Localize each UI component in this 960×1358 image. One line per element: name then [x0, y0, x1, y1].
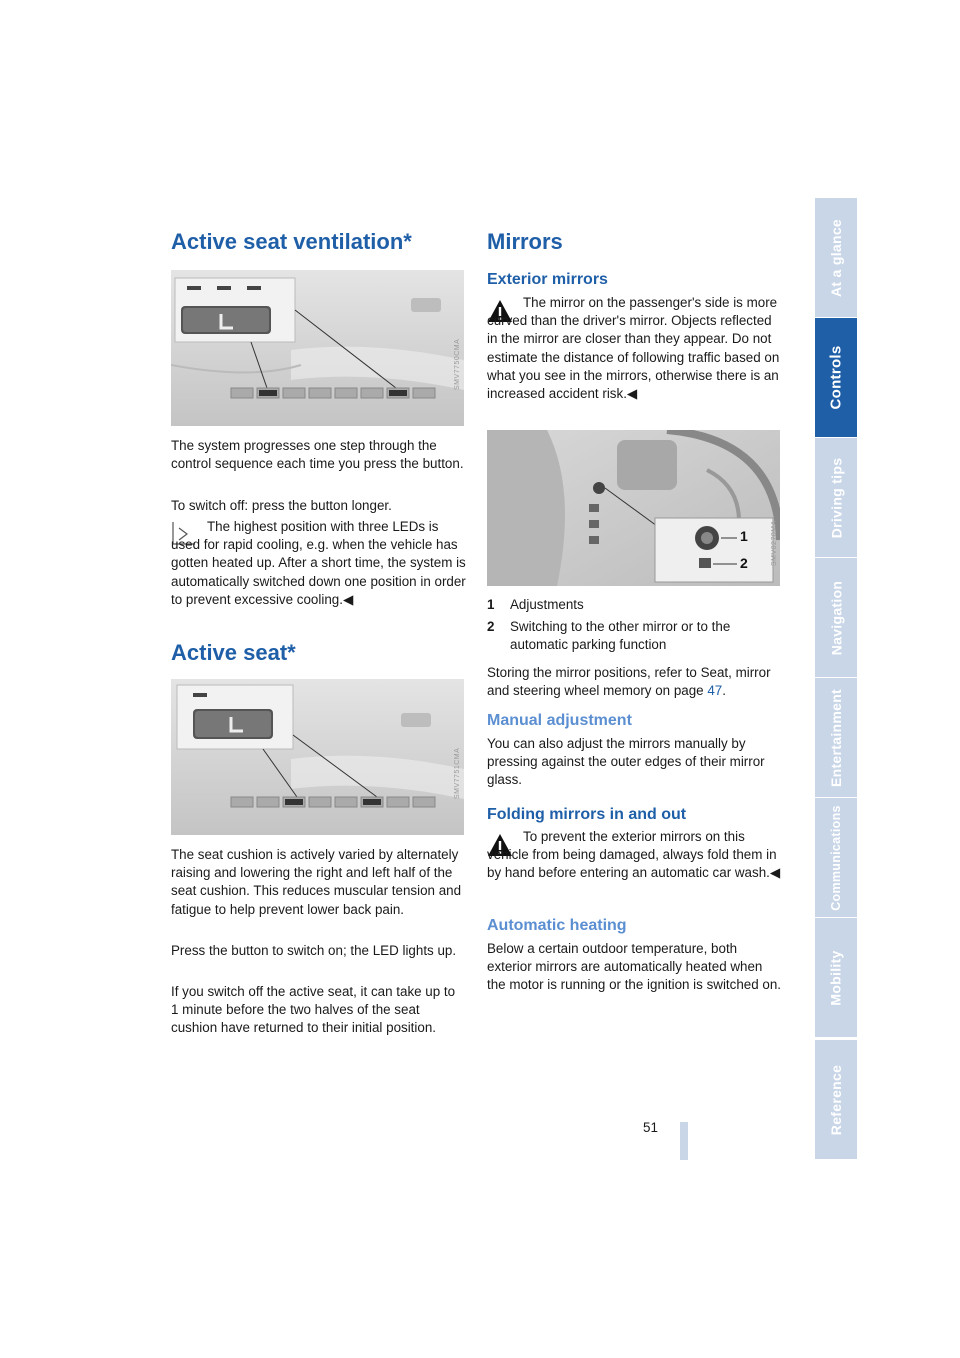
seat-ventilation-illustration — [171, 270, 464, 426]
ventilation-paragraph-1: The system progresses one step through the control sequence each time you press the button. — [171, 438, 464, 472]
chapter-tab-bar — [815, 198, 857, 1160]
automatic-heating-text: Below a certain outdoor temperature, both exterior mirrors are automatically heated when the motor is running or the ignition is switched on. — [487, 941, 782, 993]
storing-mirror-positions: Storing the mirror positions, refer to Seat, mirror and steering wheel memory on page 47. — [487, 665, 771, 699]
exterior-mirrors-heading: Exterior mirrors — [487, 271, 608, 288]
list-item: 2 Switching to the other mirror or to the automatic parking function — [487, 619, 731, 653]
active-seat-ventilation-heading: Active seat ventilation* — [171, 229, 412, 254]
tab-mobility[interactable]: Mobility — [815, 918, 857, 1037]
ventilation-paragraph-2: To switch off: press the button longer. — [171, 498, 392, 513]
tab-reference[interactable]: Reference — [815, 1040, 857, 1159]
mirrors-heading: Mirrors — [487, 229, 563, 254]
tab-at-a-glance[interactable]: At a glance — [815, 198, 857, 317]
tab-navigation[interactable]: Navigation — [815, 558, 857, 677]
page-link[interactable]: 47 — [707, 683, 723, 699]
exterior-mirrors-warning: The mirror on the passenger's side is more curved than the driver's mirror. Objects reflected in the mirror are closer than they appear. Do not estimate the distance of following traffic based on what you see in the mirrors, otherwise there is an increased accident risk.◀ — [487, 295, 780, 402]
active-seat-paragraph-2: Press the button to switch on; the LED lights up. — [171, 943, 457, 958]
manual-adjustment-heading: Manual adjustment — [487, 712, 632, 729]
automatic-heating-heading: Automatic heating — [487, 917, 627, 934]
image-code: SMV7751CMA — [454, 747, 461, 799]
manual-adjustment-text: You can also adjust the mirrors manually by pressing against the outer edges of their mirror glass. — [487, 736, 765, 788]
page-marker-bar — [680, 1122, 688, 1160]
folding-mirrors-warning: To prevent the exterior mirrors on this vehicle from being damaged, always fold them in by hand before entering an automatic car wash.◀ — [487, 829, 781, 881]
folding-mirrors-heading: Folding mirrors in and out — [487, 806, 687, 823]
page-number: 51 — [643, 1120, 658, 1135]
seat-ventilation-photo — [171, 270, 464, 426]
tab-controls[interactable]: Controls — [815, 318, 857, 437]
list-item: 1 Adjustments — [487, 597, 584, 612]
callout-2: 2 — [740, 555, 748, 571]
tab-entertainment[interactable]: Entertainment — [815, 678, 857, 797]
ventilation-note: The highest position with three LEDs is used for rapid cooling, e.g. when the vehicle has gotten heated up. After a short time, the system is automatically switched down one position in order to prevent excessive cooling.◀ — [171, 519, 466, 607]
tab-driving-tips[interactable]: Driving tips — [815, 438, 857, 557]
active-seat-paragraph-1: The seat cushion is actively varied by alternately raising and lowering the right and left half of the seat cushion. This reduces muscular tension and fatigue to help prevent lower back pain. — [171, 847, 462, 917]
active-seat-paragraph-3: If you switch off the active seat, it can take up to 1 minute before the two halves of the seat cushion have returned to their initial position. — [171, 984, 456, 1036]
active-seat-illustration — [171, 679, 464, 835]
tab-communications[interactable]: Communications — [815, 798, 857, 917]
callout-list — [487, 596, 783, 655]
mirror-controls-illustration — [487, 430, 780, 586]
callout-1: 1 — [740, 528, 748, 544]
active-seat-photo — [171, 679, 464, 835]
active-seat-heading: Active seat* — [171, 640, 296, 665]
mirror-controls-photo — [487, 430, 780, 586]
image-code: SMV0270MA — [771, 520, 778, 566]
image-code: SMV7750CMA — [454, 338, 461, 390]
